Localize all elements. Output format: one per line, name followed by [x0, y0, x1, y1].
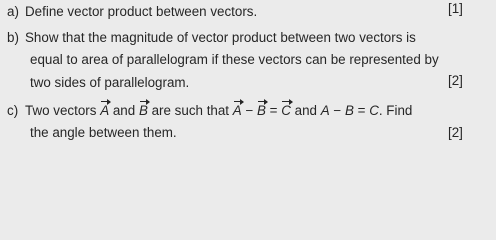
- vector-a: A: [100, 103, 110, 118]
- question-b-label: b): [7, 30, 19, 45]
- question-a-text: [7, 4, 257, 20]
- question-c-line2: the angle between them.: [30, 125, 177, 140]
- question-b-line1-row: [7, 30, 416, 46]
- question-c-line1: [7, 103, 412, 119]
- equation-vector-b: B: [257, 103, 266, 118]
- question-c-intro: Two vectors: [25, 103, 97, 118]
- question-c-and2: and: [294, 103, 317, 118]
- question-b-marks: [2]: [448, 73, 463, 88]
- question-a-line1: Define vector product between vectors.: [25, 4, 258, 19]
- minus-sign-2: −: [333, 103, 342, 118]
- question-c-such-that: are such that: [151, 103, 230, 118]
- question-a-marks: [1]: [448, 1, 463, 16]
- minus-sign-1: −: [245, 103, 254, 118]
- equals-sign-2: =: [357, 103, 366, 118]
- vector-c: C: [281, 103, 291, 118]
- vector-b: B: [138, 103, 148, 118]
- question-b-line3: two sides of parallelogram.: [30, 75, 190, 90]
- question-c-marks: [2]: [448, 125, 463, 140]
- question-c-and1: and: [112, 103, 136, 118]
- question-c-find: . Find: [378, 103, 413, 118]
- scalar-c: C: [369, 103, 379, 118]
- scalar-b: B: [344, 103, 354, 118]
- scalar-a: A: [320, 103, 330, 118]
- question-c-label: c): [7, 103, 19, 118]
- question-b-line2: equal to area of parallelogram if these vectors can be represented by: [30, 52, 439, 67]
- equation-vector-a: A: [232, 103, 242, 118]
- question-a-label: a): [7, 4, 19, 19]
- equals-sign-1: =: [269, 103, 278, 118]
- question-b-line1: Show that the magnitude of vector product between two vectors is: [25, 30, 416, 45]
